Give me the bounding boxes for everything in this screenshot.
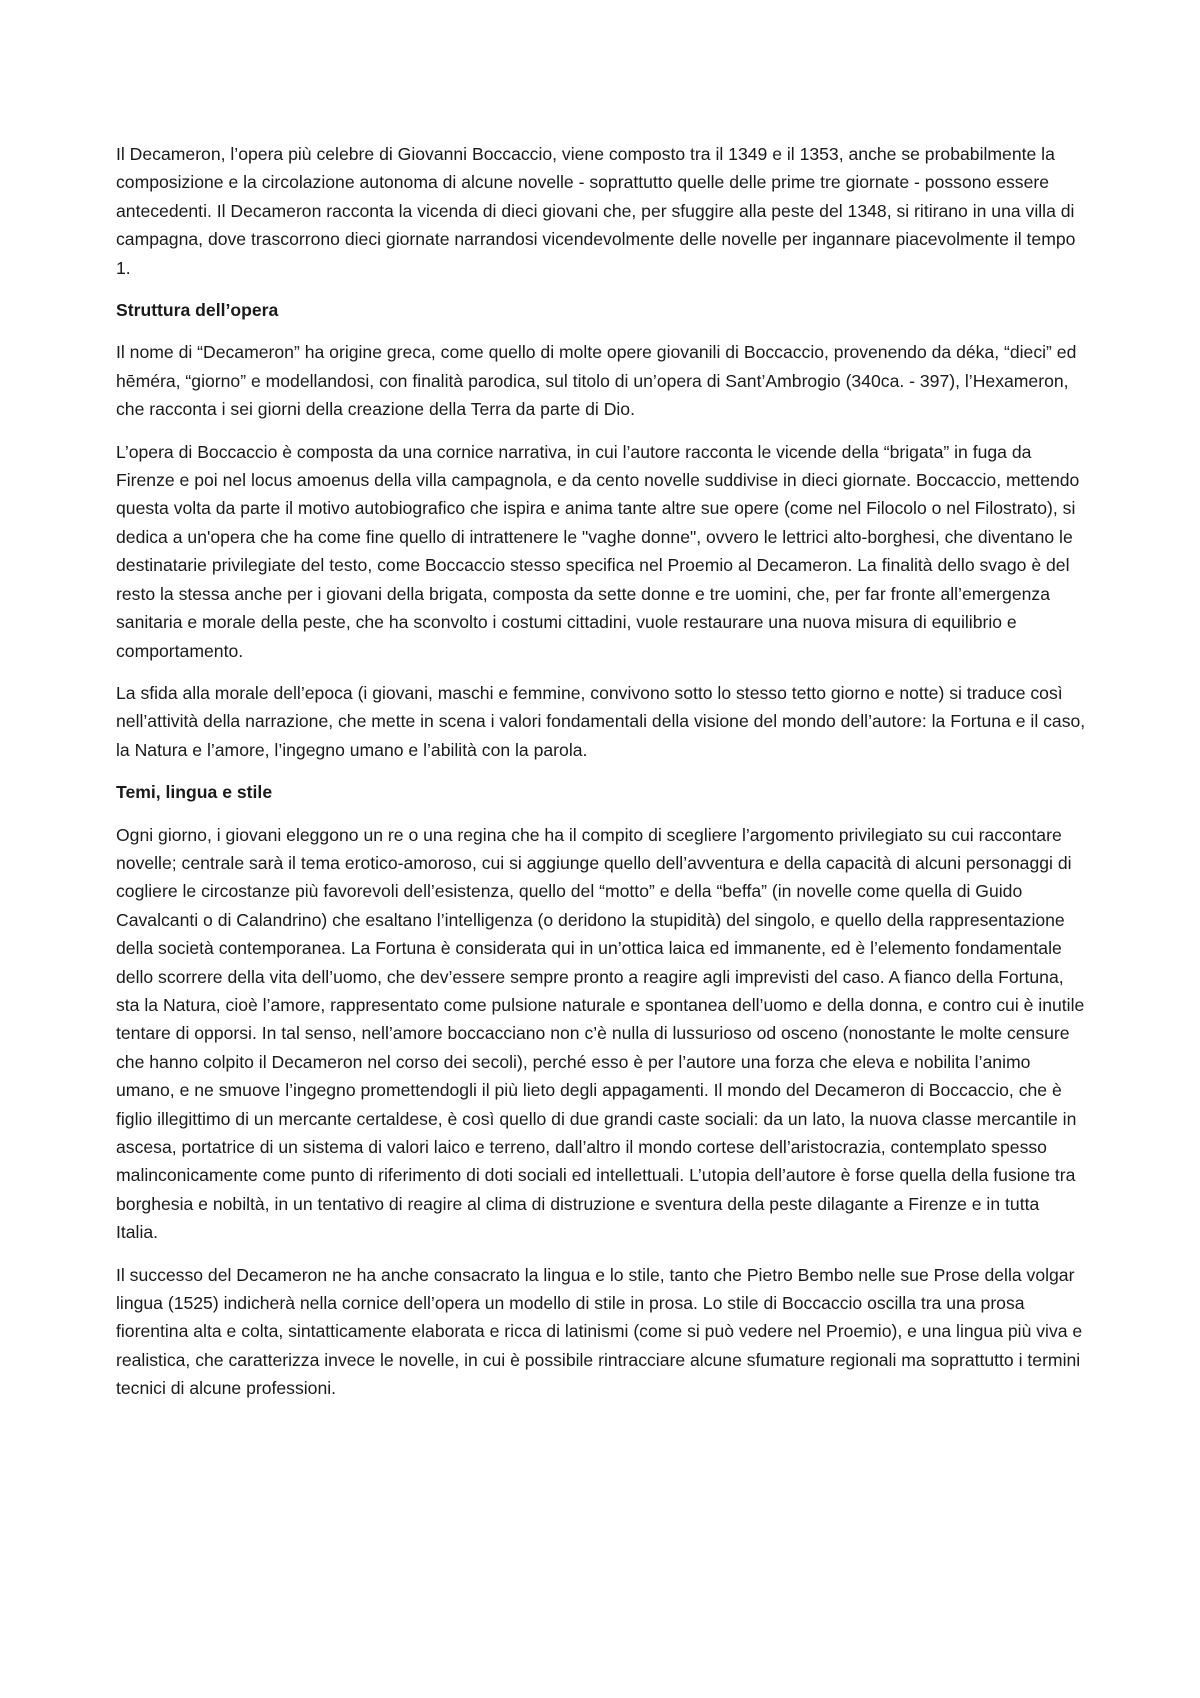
heading-struttura: Struttura dell’opera xyxy=(116,300,279,321)
paragraph-cornice: L’opera di Boccaccio è composta da una cornice narrativa, in cui l’autore racconta le vicende della “brigata” in fuga da Firenze e poi nel locus amoenus della villa campagnola, e da cento novelle suddivise in dieci giornate. Boccaccio, mettendo questa volta da parte il motivo autobiografico che ispira e anima tante altre sue opere (come nel Filocolo o nel Filostrato), si dedica a un'opera che ha come fine quello di intrattenere le "vaghe donne", ovvero le lettrici alto-borghesi, che diventano le destinatarie privilegiate del testo, come Boccaccio stesso specifica nel Proemio al Decameron. La finalità dello svago è del resto la stessa anche per i giovani della brigata, composta da sette donne e tre uomini, che, per far fronte all’emergenza sanitaria e morale della peste, che ha sconvolto i costumi cittadini, vuole restaurare una nuova misura di equilibrio e comportamento. xyxy=(116,441,1080,661)
paragraph-temi: Ogni giorno, i giovani eleggono un re o una regina che ha il compito di scegliere l’argomento privilegiato su cui raccontare novelle; centrale sarà il tema erotico-amoroso, cui si aggiunge quello dell’avventura e della capacità di alcuni personaggi di cogliere le circostanze più favorevoli dell’esistenza, quello del “motto” e della “beffa” (in novelle come quella di Guido Cavalcanti o di Calandrino) che esaltano l’intelligenza (o deridono la stupidità) del singolo, e quello della rappresentazione della società contemporanea. La Fortuna è considerata qui in un’ottica laica ed immanente, ed è l’elemento fondamentale dello scorrere della vita dell’uomo, che dev’essere sempre pronto a reagire agli imprevisti del caso. A fianco della Fortuna, sta la Natura, cioè l’amore, rappresentato come pulsione naturale e spontanea dell’uomo e della donna, e contro cui è inutile tentare di opporsi. In tal senso, nell’amore boccacciano non c’è nulla di lussurioso od osceno (nonostante le molte censure che hanno colpito il Decameron nel corso dei secoli), perché esso è per l’autore una forza che eleva e nobilita l’animo umano, e ne smuove l’ingegno promettendogli il più lieto degli appagamenti. Il mondo del Decameron di Boccaccio, che è figlio illegittimo di un mercante certaldese, è così quello di due grandi caste sociali: da un lato, la nuova classe mercantile in ascesa, portatrice di un sistema di valori laico e terreno, dall’altro il mondo cortese dell’aristocrazia, contemplato spesso malinconicamente come punto di riferimento di doti sociali ed intellettuali. L’utopia dell’autore è forse quella della fusione tra borghesia e nobiltà, in un tentativo di reagire al clima di distruzione e sventura della peste dilagante a Firenze e in tutta Italia. xyxy=(116,824,1085,1243)
document-body xyxy=(116,140,1086,1417)
paragraph-nome: Il nome di “Decameron” ha origine greca, come quello di molte opere giovanili di Boccaccio, provenendo da déka, “dieci” ed hēméra, “giorno” e modellandosi, con finalità parodica, sul titolo di un’opera di Sant’Ambrogio (340ca. - 397), l’Hexameron, che racconta i sei giorni della creazione della Terra da parte di Dio. xyxy=(116,342,1077,420)
paragraph-lingua: Il successo del Decameron ne ha anche consacrato la lingua e lo stile, tanto che Pietro Bembo nelle sue Prose della volgar lingua (1525) indicherà nella cornice dell’opera un modello di stile in prosa. Lo stile di Boccaccio oscilla tra una prosa fiorentina alta e colta, sintatticamente elaborata e ricca di latinismi (come si può vedere nel Proemio), e una lingua più viva e realistica, che caratterizza invece le novelle, in cui è possibile rintracciare alcune sfumature regionali ma soprattutto i termini tecnici di alcune professioni. xyxy=(116,1264,1083,1399)
paragraph-intro: Il Decameron, l’opera più celebre di Giovanni Boccaccio, viene composto tra il 1349 e il 1353, anche se probabilmente la composizione e la circolazione autonoma di alcune novelle - soprattutto quelle delle prime tre giornate - possono essere antecedenti. Il Decameron racconta la vicenda di dieci giovani che, per sfuggire alla peste del 1348, si ritirano in una villa di campagna, dove trascorrono dieci giornate narrandosi vicendevolmente delle novelle per ingannare piacevolmente il tempo 1. xyxy=(116,144,1076,278)
paragraph-sfida: La sfida alla morale dell’epoca (i giovani, maschi e femmine, convivono sotto lo stesso tetto giorno e notte) si traduce così nell’attività della narrazione, che mette in scena i valori fondamentali della visione del mondo dell’autore: la Fortuna e il caso, la Natura e l’amore, l’ingegno umano e l’abilità con la parola. xyxy=(116,682,1086,760)
heading-temi: Temi, lingua e stile xyxy=(116,782,273,803)
